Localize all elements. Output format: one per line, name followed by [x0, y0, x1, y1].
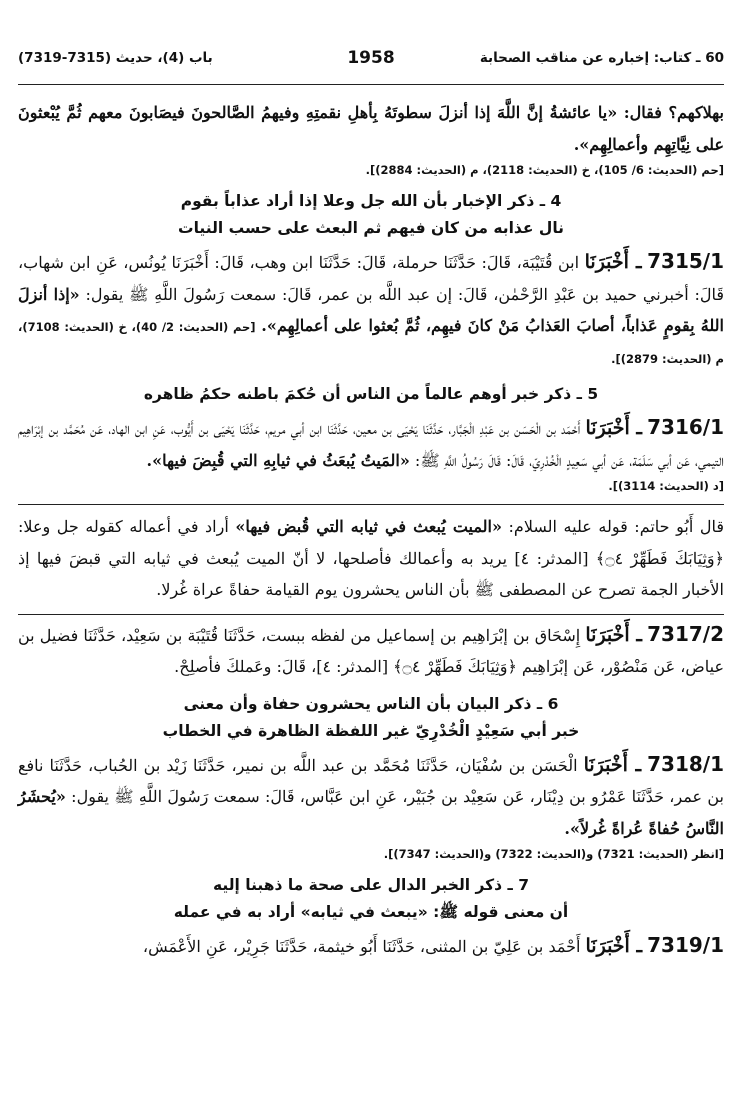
commentary-text — [18, 511, 724, 606]
akhbarana-word: ـ أَخْبَرَنَا — [585, 417, 643, 439]
section-6-heading-2: خبر أبي سَعِيْدٍ الْخُدْرِيّ غير اللفظة الظاهرة في الخطاب — [162, 721, 580, 740]
hadith-isnad: الْحَسَن بن سُفْيَان، حَدَّثَنَا مُحَمَّد بن عبد اللَّه بن نمير، حَدَّثَنَا زَيْد بن الحُباب، حَدَّثَنَا نافع بن عمر، حَدَّثَنَا عَمْرُو بن دِيْنَار، عَن سَعِيْد بن جُبَيْر، عَنِ ابن عَبَّاس، قَالَ: سمعت رَسُولَ اللَّهِ ﷺ يقول: — [18, 755, 724, 806]
section-4 — [18, 188, 724, 373]
commentary-quote: «الميت يُبعث في ثيابه التي قُبض فيها» — [235, 517, 502, 536]
hadith-number: 7316/1 — [647, 415, 725, 439]
hadith-number: 7318/1 — [647, 751, 725, 776]
commentary-intro: قال أَبُو حاتم: قوله عليه السلام: — [501, 517, 725, 536]
akhbarana-word: ـ أَخْبَرَنَا — [584, 251, 642, 273]
running-header — [18, 44, 724, 85]
hadith-7316 — [18, 412, 724, 476]
hadith-matn: «المَيتُ يُبعَثُ في ثيابِهِ التي قُبِضَ فيها». — [146, 450, 410, 470]
hadith-7317 — [18, 619, 724, 683]
section-4-heading-1: 4 ـ ذكر الإخبار بأن الله جل وعلا إذا أراد عذاباً بقوم — [180, 192, 562, 210]
section-4-heading-2: نال عذابه من كان فيهم ثم البعث على حسب النيات — [178, 219, 564, 237]
hadith-matn: «يُحشَرُ النَّاسُ حُفاةً عُراةً غُرلاً». — [18, 787, 724, 838]
hadith-isnad: أَحْمَد بن الْحَسَن بن عَبْدِ الْجَبَّار، حَدَّثَنَا يَحْيَى بن معين، حَدَّثَنَا ابن أبي مريم، حَدَّثَنَا يَحْيَى بن أَيُّوب، عَنِ ابن الهاد، عَن مُحَمَّد بن إبْرَاهِيم التيمي، عَن أبي سَلَمَة، عَن أبي سَعِيدٍ الْخُدْرِيّ، قَالَ: قَالَ رَسُولُ اللَّهِ ﷺ: — [18, 419, 724, 470]
section-5-heading: 5 ـ ذكر خبر أوهم عالماً من الناس أن حُكمَ باطنه حكمُ ظاهره — [143, 385, 599, 403]
page-number: 1958 — [347, 48, 395, 68]
hadith-number: 7315/1 — [647, 249, 724, 273]
section-6 — [18, 691, 724, 865]
header-book-title: 60 ـ كتاب: إخباره عن مناقب الصحابة — [479, 50, 724, 66]
section-7-heading-1: 7 ـ ذكر الخبر الدال على صحة ما ذهبنا إليه — [213, 876, 529, 894]
hadith-ref: [حم (الحديث: 2/ 40)، خ (الحديث: 7108)، م (الحديث: 2879)]. — [18, 320, 724, 366]
section-7 — [18, 872, 724, 963]
hadith-7317-block — [18, 614, 724, 683]
hadith-7318 — [18, 749, 724, 845]
hadith-isnad: أَحْمَد بن عَلِيّ بن المثنى، حَدَّثَنَا أَبُو خيثمة، حَدَّثَنَا جَرِيْر، عَنِ الأَعْمَش، — [142, 937, 581, 956]
commentary-body: أراد في أعماله كقوله جل وعلا: ﴿وَثِيَابَكَ فَطَهِّرْ ۝٤﴾ [المدثر: ٤] يريد به وأعمالك فأصلحها، لا أنّ الميت يُبعث في ثيابه التي قبضَ فيها إذ الأخبار الجمة تصرح عن المصطفى ﷺ بأن الناس يحشرون يوم القيامة حفاةً عراة غُرلا. — [18, 517, 725, 599]
akhbarana-word: ـ أَخْبَرَنَا — [585, 623, 642, 646]
section-5 — [18, 381, 724, 496]
akhbarana-word: ـ أَخْبَرَنَا — [585, 935, 643, 957]
hadith-7319 — [18, 930, 724, 963]
commentary-block — [18, 504, 724, 606]
hadith-ref: [د (الحديث: 3114)]. — [608, 479, 724, 493]
hadith-isnad: ابن قُتَيْبَة، قَالَ: حَدَّثَنَا حرملة، قَالَ: حَدَّثَنَا ابن وهب، قَالَ: أَخْبَرَنَا يُونُس، عَنِ ابن شهاب، قَالَ: أخبرني حميد بن عَبْدِ الرَّحْمٰن، قَالَ: إن عبد اللَّه بن عمر، قَالَ: سمعت رَسُولَ اللَّهِ ﷺ يقول: — [18, 253, 724, 304]
book-page — [18, 0, 724, 1114]
hadith-isnad: إِسْحَاق بن إبْرَاهِيم بن إسماعيل من لفظه ببست، حَدَّثَنَا قُتَيْبَة بن سَعِيْد، حَدَّثَنَا فضيل بن عياض، عَن مَنْصُوْر، عَن إبْرَاهِيم ﴿وَثِيَابَكَ فَطَهِّرْ ۝٤﴾ [المدثر: ٤]، قَالَ: وعَملكَ فأصلِحْ. — [18, 625, 724, 676]
intro-ref: [حم (الحديث: 6/ 105)، خ (الحديث: 2118)، م (الحديث: 2884)]. — [365, 163, 724, 177]
intro-text: بهلاكهم؟ فقال: «يا عائشةُ إنَّ اللَّهَ إذا أنزلَ سطوتَهُ بِأهلِ نقمتِهِ وفيهمُ الصَّالحونَ فيصَابونَ معهم ثُمَّ يُبْعثونَ على نِيَّاتِهِم وأعمالِهِم». — [18, 103, 724, 154]
section-6-heading-1: 6 ـ ذكر البيان بأن الناس يحشرون حفاة وأن معنى — [183, 694, 559, 713]
hadith-number: 7319/1 — [647, 933, 724, 957]
hadith-number: 7317/2 — [647, 621, 725, 646]
hadith-7315 — [18, 246, 724, 373]
hadith-matn: «إذا أنزلَ اللهُ بِقومٍ عَذاباً، أصابَ العَذابُ مَنْ كانَ فيهِم، ثُمَّ بُعثوا على أعمالِهِم». — [18, 284, 724, 335]
section-7-heading-2: أن معنى قوله ﷺ: «يبعث في ثيابه» أراد به في عمله — [173, 903, 569, 921]
akhbarana-word: ـ أَخْبَرَنَا — [583, 753, 642, 776]
intro-block — [18, 97, 724, 180]
hadith-ref: [انظر (الحديث: 7321) و(الحديث: 7322) و(الحديث: 7347)]. — [383, 847, 724, 861]
header-chapter-ref: باب (4)، حديث (7315-7319) — [18, 50, 213, 66]
